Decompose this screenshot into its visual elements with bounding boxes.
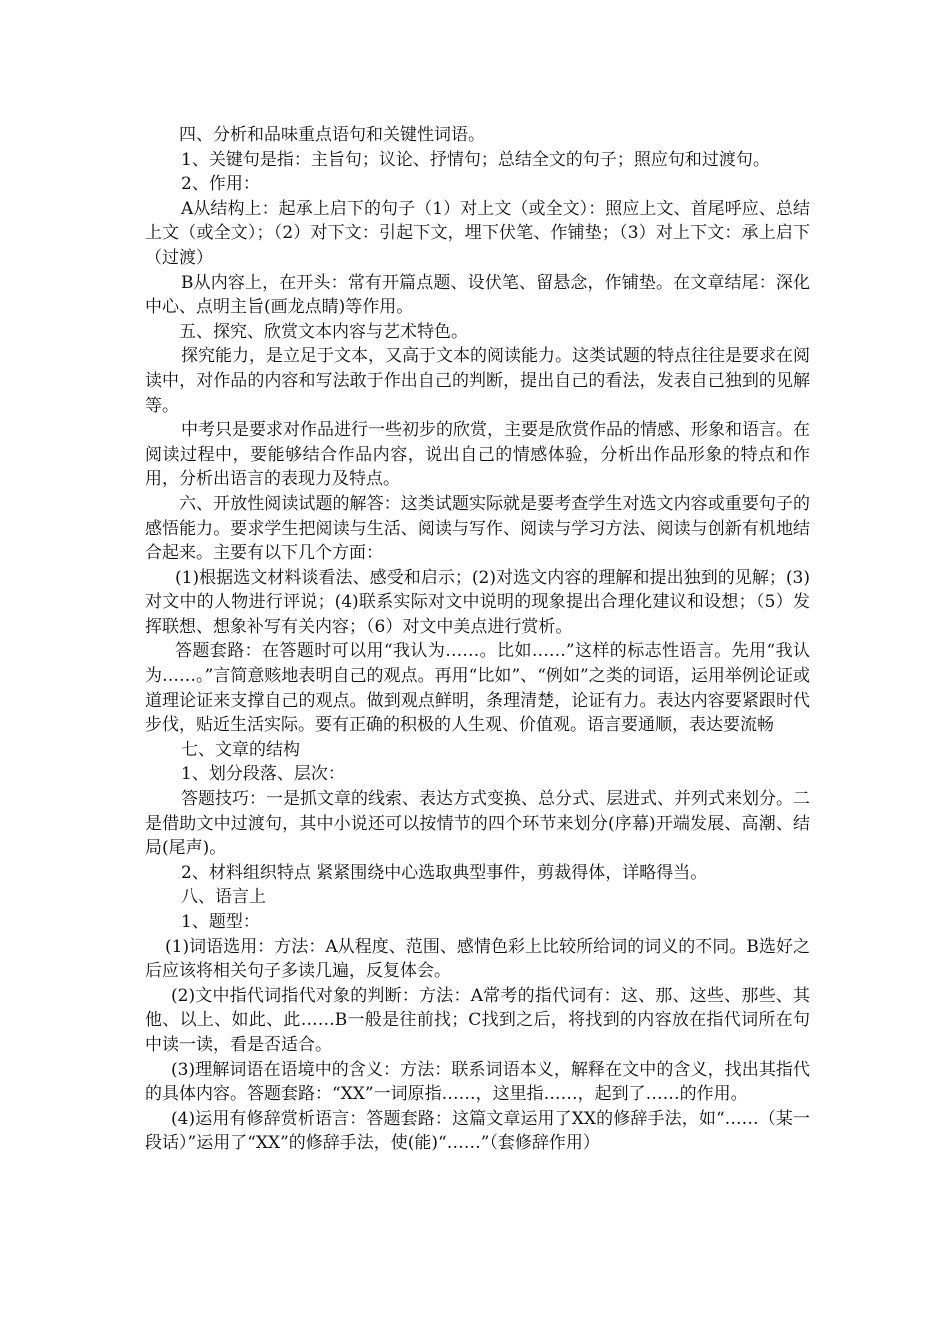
paragraph: 探究能力，是立足于文本，又高于文本的阅读能力。这类试题的特点往往是要求在阅读中，对作品的内容和写法敢于作出自己的判断，提出自己的看法，发表自己独到的见解等。 <box>145 346 810 416</box>
paragraph: A从结构上：起承上启下的句子（1）对上文（或全文）：照应上文、首尾呼应、总结上文（或全文）；（2）对下文：引起下文，埋下伏笔、作铺垫；（3）对上下文：承上启下（过渡） <box>145 198 810 268</box>
paragraph: 1、划分段落、层次： <box>181 764 345 785</box>
section-heading-6: 六、开放性阅读试题的解答：这类试题实际就是要考查学生对选文内容或重要句子的感悟能力。要求学生把阅读与生活、阅读与写作、阅读与学习方法、阅读与创新有机地结合起来。主要有以下几个方面： <box>145 493 810 564</box>
paragraph: 1、题型： <box>181 912 260 932</box>
paragraph: B从内容上，在开头：常有开篇点题、设伏笔、留悬念，作铺垫。在文章结尾：深化中心、点明主旨(画龙点睛)等作用。 <box>145 272 810 318</box>
paragraph: (1)词语选用：方法：A从程度、范围、感情色彩上比较所给词的词义的不同。B选好之后应该将相关句子多读几遍，反复体会。 <box>145 936 810 982</box>
paragraph: 1、关键句是指：主旨句；议论、抒情句；总结全文的句子；照应句和过渡句。 <box>181 149 770 170</box>
paragraph: 中考只是要求对作品进行一些初步的欣赏，主要是欣赏作品的情感、形象和语言。在阅读过程中，要能够结合作品内容，说出自己的情感体验，分析出作品形象的特点和作用，分析出语言的表现力及特点。 <box>145 420 810 490</box>
paragraph: 2、材料组织特点 紧紧围绕中心选取典型事件，剪裁得体，详略得当。 <box>181 862 708 883</box>
section-heading-5: 五、探究、欣赏文本内容与艺术特色。 <box>179 321 468 342</box>
paragraph: (2)文中指代词指代对象的判断：方法：A常考的指代词有：这、那、这些、那些、其他、以上、如此、此……B一般是往前找；C找到之后，将找到的内容放在指代词所在句中读一读，看是否适合。 <box>145 985 810 1055</box>
paragraph: 2、作用： <box>181 174 260 195</box>
paragraph: 答题套路：在答题时可以用“我认为……。比如……”这样的标志性语言。先用“我认为……。”言简意赅地表明自己的观点。再用“比如”、“例如”之类的词语，运用举例论证或道理论证来支撑自己的观点。做到观点鲜明，条理清楚，论证有力。表达内容要紧跟时代步伐，贴近生活实际。要有正确的积极的人生观、价值观。语言要通顺，表达要流畅 <box>145 641 810 736</box>
section-heading-8: 八、语言上 <box>181 887 266 908</box>
section-heading-4: 四、分析和品味重点语句和关键性词语。 <box>179 125 485 145</box>
paragraph: 答题技巧：一是抓文章的线索、表达方式变换、总分式、层进式、并列式来划分。二是借助文中过渡句，其中小说还可以按情节的四个环节来划分(序幕)开端发展、高潮、结局(尾声)。 <box>145 789 810 859</box>
paragraph: (4)运用有修辞赏析语言：答题套路：这篇文章运用了XX的修辞手法，如“……（某一段话）”运用了“XX”的修辞手法，使(能)“……”（套修辞作用） <box>145 1108 810 1154</box>
paragraph: (3)理解词语在语境中的含义：方法：联系词语本义，解释在文中的含义，找出其指代的具体内容。答题套路：“XX”一词原指……，这里指……，起到了……的作用。 <box>145 1059 810 1105</box>
document-body <box>145 123 810 1156</box>
paragraph: (1)根据选文材料谈看法、感受和启示；(2)对选文内容的理解和提出独到的见解；(3)对文中的人物进行评说；(4)联系实际对文中说明的现象提出合理化建议和设想；（5）发挥联想、想象补写有关内容；（6）对文中美点进行赏析。 <box>145 567 810 637</box>
section-heading-7: 七、文章的结构 <box>181 739 300 760</box>
